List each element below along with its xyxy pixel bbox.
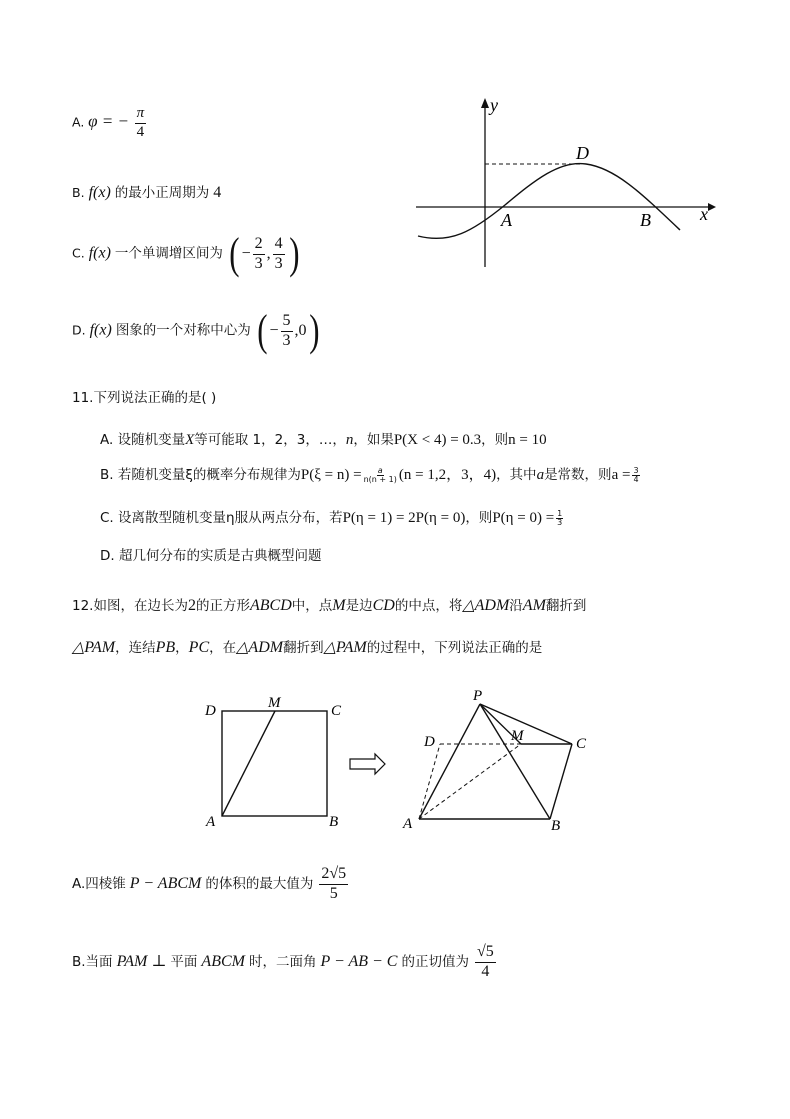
stem-text: 的过程中，下列说法正确的是 (366, 640, 543, 656)
condition: P(η = 1) = 2P(η = 0) (342, 510, 466, 526)
option-text: 超几何分布的实质是古典概型问题 (118, 548, 322, 564)
denominator: 4 (633, 474, 639, 484)
q10-option-c: C. f(x) 一个单调增区间为 ( − $\frac{2}{3}$ , $\frac{4}{3}$ ) (72, 229, 300, 278)
plane-pam: PAM (116, 952, 148, 970)
numerator: 1 (557, 508, 563, 518)
stem-text: 中，点 (291, 598, 333, 614)
q12-option-b (72, 944, 498, 981)
var-n: n (345, 432, 354, 448)
phi-expr: φ = − (88, 111, 129, 131)
label-c-flat: C (331, 703, 342, 719)
edge-pa (419, 704, 480, 819)
option-text: 时，二面角 (248, 953, 317, 970)
right-paren: ) (288, 229, 300, 278)
denominator: 3 (282, 331, 291, 349)
square-abcd (222, 711, 327, 816)
q10-option-b (72, 181, 221, 202)
triangle-pam: △PAM (72, 639, 116, 656)
fraction (319, 866, 348, 903)
center-tail: ,0 (294, 322, 307, 339)
result: n = 10 (508, 432, 547, 448)
label-m-fold: M (511, 728, 524, 744)
fraction (281, 313, 293, 350)
segment-pc: PC (188, 639, 210, 656)
left-paren: ( (257, 306, 268, 355)
q11-option-b (100, 463, 642, 484)
label-c-fold: C (576, 736, 587, 752)
perp-symbol: ⊥ (151, 952, 167, 970)
numerator: √5 (475, 944, 496, 963)
denominator: 4 (481, 962, 490, 980)
var-x: X (185, 432, 195, 448)
q12-stem-line1 (72, 594, 586, 615)
fold-arrow (350, 754, 385, 774)
stem-text: ，在 (209, 640, 237, 656)
option-text: ，如果 (353, 432, 394, 448)
option-label: B. (72, 185, 85, 200)
option-text: 图象的一个对称中心为 (115, 322, 251, 339)
side-length: 2 (187, 597, 196, 614)
q11-option-d (100, 544, 321, 564)
q12-stem-line2 (72, 636, 542, 657)
label-a: A (501, 210, 512, 230)
numerator: 2√5 (319, 866, 348, 885)
fold-figure (195, 682, 605, 842)
q10-option-a (72, 106, 148, 141)
label-a-flat: A (206, 814, 216, 830)
option-text: 等可能取 1，2，3，…， (194, 432, 346, 448)
denominator: n(n + 1) (363, 474, 397, 484)
edge-ad (419, 744, 440, 819)
option-text: 设随机变量 (117, 432, 186, 448)
stem-text: ， (175, 640, 189, 656)
sine-graph (410, 92, 720, 272)
numerator: 5 (281, 313, 293, 332)
condition: P(X < 4) = 0.3 (393, 432, 482, 448)
label-x: x (700, 204, 708, 224)
numerator: 4 (273, 236, 285, 255)
x-arrow (708, 203, 716, 211)
segment-pb: PB (155, 639, 176, 656)
option-text: 一个单调增区间为 (114, 245, 223, 262)
label-p: P (473, 688, 483, 704)
option-text: 的体积的最大值为 (205, 875, 314, 892)
option-label: B.当面 (72, 953, 113, 970)
option-label: B. (100, 467, 114, 483)
segment-am: AM (522, 597, 546, 614)
denominator: 3 (254, 254, 263, 272)
pyramid-expr: P − ABCM (129, 874, 202, 892)
denominator: 3 (274, 254, 283, 272)
edge-bc (550, 744, 572, 819)
left-paren: ( (229, 229, 240, 278)
right-paren: ) (308, 306, 319, 355)
label-d: D (576, 143, 589, 163)
fraction (556, 510, 563, 527)
edge-pc (480, 704, 572, 744)
fraction (273, 236, 285, 273)
edge-pb (480, 704, 550, 819)
denominator: 3 (557, 517, 563, 527)
q12-option-a (72, 866, 350, 903)
stem-text: 翻折到 (283, 640, 324, 656)
var-a: a (536, 467, 545, 483)
label-b-fold: B (551, 818, 561, 834)
label-d-flat: D (205, 703, 216, 719)
numerator: 3 (633, 465, 639, 475)
option-text: 平面 (170, 953, 198, 970)
q11-option-a (100, 428, 547, 449)
point-m: M (332, 597, 346, 614)
stem-text: ，连结 (115, 640, 156, 656)
option-label: A.四棱锥 (72, 875, 126, 892)
q11-option-c (100, 506, 565, 527)
expression: P(ξ = n) = (300, 467, 362, 483)
range: (n = 1,2，3，4) (398, 467, 497, 483)
label-b: B (640, 210, 651, 230)
option-text: 设离散型随机变量η服从两点分布，若 (118, 510, 343, 526)
label-m-flat: M (268, 695, 281, 711)
fraction (475, 944, 496, 981)
side-cd: CD (372, 597, 395, 614)
stem-text: 翻折到 (545, 598, 587, 614)
label-d-fold: D (424, 734, 435, 750)
option-label: C. (100, 510, 114, 526)
label-b-flat: B (329, 814, 339, 830)
q11-stem: 11.下列说法正确的是( ) (72, 390, 217, 406)
numerator: a (377, 465, 383, 475)
period-value: 4 (213, 184, 222, 201)
fraction (364, 467, 397, 484)
fraction (253, 236, 265, 273)
edge-am (419, 744, 521, 819)
numerator: 2 (253, 236, 265, 255)
fraction (632, 467, 639, 484)
stem-text: 的正方形 (195, 598, 250, 614)
option-text: ，其中 (496, 467, 537, 483)
numerator: π (135, 106, 147, 124)
segment-am-flat (222, 711, 275, 816)
option-text: 的正切值为 (401, 953, 469, 970)
denominator: 5 (329, 884, 338, 902)
option-label: D. (100, 548, 115, 564)
option-label: C. (72, 245, 85, 261)
option-text: ，则 (481, 432, 509, 448)
result: a = (611, 467, 631, 483)
dihedral-expr: P − AB − C (320, 952, 398, 970)
stem-text: 的中点，将 (394, 598, 463, 614)
option-label: D. (72, 322, 86, 338)
option-label: A. (100, 432, 114, 448)
option-text: 若随机变量ξ的概率分布规律为 (117, 467, 301, 483)
stem-text: 沿 (509, 598, 523, 614)
triangle-adm: △ADM (236, 639, 284, 656)
fx: f(x) (88, 244, 111, 262)
triangle-pam: △PAM (323, 639, 367, 656)
y-arrow (481, 98, 489, 108)
option-text: 是常数，则 (544, 467, 612, 483)
fx: f(x) (89, 321, 112, 339)
result: P(η = 0) = (492, 510, 555, 526)
denominator: 4 (136, 123, 145, 140)
option-text: 的最小正周期为 (114, 185, 210, 201)
plane-abcm: ABCM (201, 952, 245, 970)
q10-option-d: D. f(x) 图象的一个对称中心为 ( − $\frac{5}{3}$ ,0) (72, 306, 319, 355)
option-text: ，则 (465, 510, 493, 526)
stem-text: 12.如图，在边长为 (72, 598, 188, 614)
square-name: ABCD (249, 597, 292, 614)
fx: f(x) (88, 184, 111, 201)
option-label: A. (72, 114, 85, 130)
fraction (135, 106, 147, 141)
triangle-adm: △ADM (462, 597, 510, 614)
label-a-fold: A (403, 816, 413, 832)
stem-text: 是边 (345, 598, 373, 614)
label-y: y (490, 95, 498, 115)
